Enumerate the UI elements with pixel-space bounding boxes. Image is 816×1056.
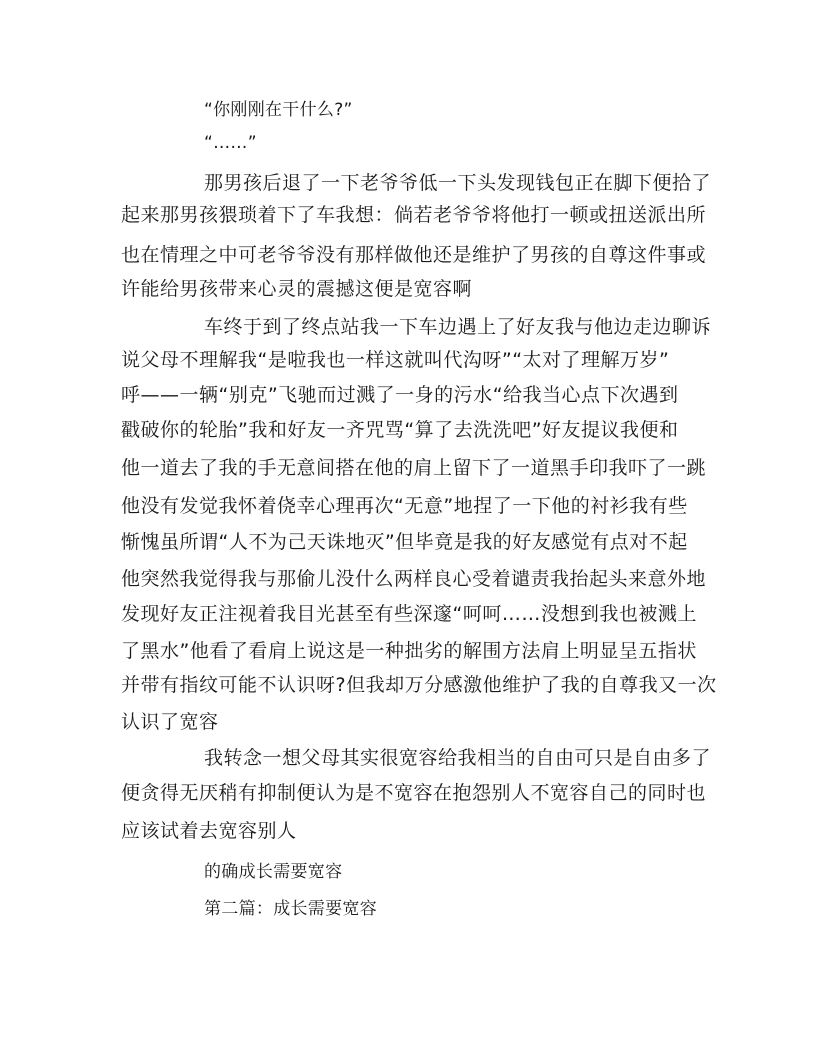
- conclusion-line: 的确成长需要宽容: [204, 862, 343, 882]
- paragraph-2-line-9: 发现好友正注视着我目光甚至有些深邃“呵呵……没想到我也被溅上: [121, 603, 697, 625]
- paragraph-2-line-6: 他没有发觉我怀着侥幸心理再次“无意”地捏了一下他的衬衫我有些: [121, 495, 688, 517]
- paragraph-3-line-1: 我转念一想父母其实很宽容给我相当的自由可只是自由多了: [204, 747, 712, 769]
- paragraph-2-line-1: 车终于到了终点站我一下车边遇上了好友我与他边走边聊诉: [204, 316, 712, 338]
- paragraph-3-line-2: 便贪得无厌稍有抑制便认为是不宽容在抱怨别人不宽容自己的同时也: [121, 782, 707, 804]
- paragraph-2-line-10: 了黑水”他看了看肩上说这是一种拙劣的解围方法肩上明显呈五指状: [121, 640, 697, 662]
- paragraph-2-line-11: 并带有指纹可能不认识呀?但我却万分感激他维护了我的自尊我又一次: [121, 674, 717, 696]
- paragraph-2-line-8: 他突然我觉得我与那偷儿没什么两样良心受着谴责我抬起头来意外地: [121, 568, 707, 590]
- paragraph-2-line-2: 说父母不理解我“是啦我也一样这就叫代沟呀”“太对了理解万岁”: [121, 349, 670, 371]
- paragraph-1-line-4: 许能给男孩带来心灵的震撼这便是宽容啊: [121, 278, 473, 300]
- section-heading: 第二篇：成长需要宽容: [204, 899, 377, 919]
- paragraph-2-line-5: 他一道去了我的手无意间搭在他的肩上留下了一道黑手印我吓了一跳: [121, 457, 707, 479]
- dialogue-line-question: “你刚刚在干什么?”: [204, 100, 353, 120]
- paragraph-2-line-3: 呼——一辆“别克”飞驰而过溅了一身的污水“给我当心点下次遇到: [121, 384, 679, 406]
- paragraph-2-line-7: 惭愧虽所谓“人不为己天诛地灭”但毕竟是我的好友感觉有点对不起: [121, 531, 688, 553]
- paragraph-1-line-1: 那男孩后退了一下老爷爷低一下头发现钱包正在脚下便拾了: [204, 172, 712, 194]
- paragraph-1-line-3: 也在情理之中可老爷爷没有那样做他还是维护了男孩的自尊这件事或: [121, 244, 707, 266]
- paragraph-2-line-4: 戳破你的轮胎”我和好友一齐咒骂“算了去洗洗吧”好友提议我便和: [121, 419, 679, 441]
- paragraph-2-line-12: 认识了宽容: [121, 711, 219, 733]
- paragraph-3-line-3: 应该试着去宽容别人: [121, 820, 297, 842]
- dialogue-line-ellipsis: “……”: [204, 133, 257, 153]
- paragraph-1-line-2: 起来那男孩猥琐着下了车我想：倘若老爷爷将他打一顿或扭送派出所: [121, 204, 707, 226]
